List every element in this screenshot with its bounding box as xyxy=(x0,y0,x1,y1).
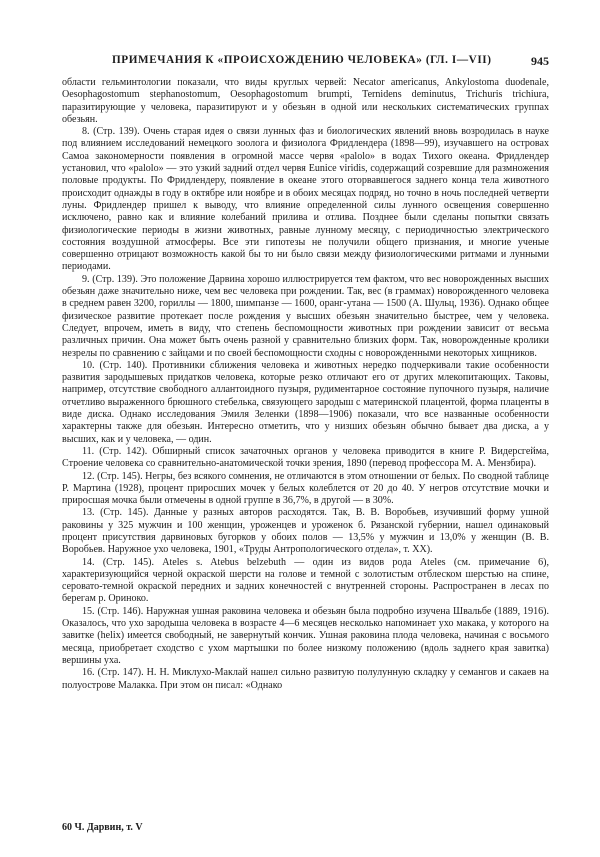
note-16: 16. (Стр. 147). Н. Н. Миклухо-Маклай нашел сильно развитую полулунную складку у семангов и сакаев на полуострове Малакка. При этом он писал: «Однако xyxy=(62,667,549,691)
note-9: 9. (Стр. 139). Это положение Дарвина хорошо иллюстрируется тем фактом, что вес новорожденных высших обезьян даже значительно ниже, чем вес человека при рождении. Так, вес (в граммах) новорожденного человека в среднем равен 3200, гориллы — 1800, шимпанзе — 1600, оранг-утана — 1500 (А. Шульц, 1936). Однако общее физическое развитие протекает после рождения у высших обезьян значительно быстрее, чем у человека. Следует, впрочем, иметь в виду, что степень беспомощности животных при рождении зависит от весьма различных причин. Она может быть очень разной у сравнительно близких форм. Так, новорожденные кролики незрелы по сравнению с зайцами и по своей беспомощности сходны с новорожденными некоторых хищников. xyxy=(62,273,549,359)
notes-body xyxy=(62,77,549,692)
header-title: ПРИМЕЧАНИЯ К «ПРОИСХОЖДЕНИЮ ЧЕЛОВЕКА» (ГЛ. I—VII) xyxy=(112,54,492,66)
note-14: 14. (Стр. 145). Ateles s. Atebus belzebuth — один из видов рода Ateles (см. примечание 6), характеризующийся черной окраской шерсти на голове и темной с золотистым отблеском шерстью на спине, серовато-темной окраской передних и задних конечностей с внутренней стороны. Распространен в лесах по берегам р. Ориноко. xyxy=(62,556,549,605)
signature-mark: 60 Ч. Дарвин, т. V xyxy=(62,822,143,833)
note-13: 13. (Стр. 145). Данные у разных авторов расходятся. Так, В. В. Воробьев, изучивший форму ушной раковины у 325 мужчин и 100 женщин, уроженцев и уроженок б. Рязанской губернии, нашел одинаковый процент присутствия дарвиновых бугорков у обоих полов — 13,5% у мужчин и 13,0% у женщин (В. В. Воробьев. Наружное ухо человека, 1901, «Труды Антропологического отдела», т. XX). xyxy=(62,507,549,556)
note-11: 11. (Стр. 142). Обширный список зачаточных органов у человека приводится в книге Р. Видерсгейма, Строение человека со сравнительно-анатомической точки зрения, 1890 (перевод профессора М. А. Мензбира). xyxy=(62,445,549,470)
note-paragraph-continuation: области гельминтологии показали, что виды круглых червей: Necator americanus, Ankylostoma duodenale, Oesophagostomum stephanostomum, Oesophagostomum brumpti, Ternidens deminutus, Trichuris trichiura, паразитирующие у человека, паразитируют и у обезьян в одной или нескольких систематических группах обезьян. xyxy=(62,77,549,125)
note-10: 10. (Стр. 140). Противники сближения человека и животных нередко подчеркивали такие особенности развития зародышевых придатков человека, которые резко отличают его от других млекопитающих. Таковы, например, отсутствие свободного аллантоидного пузыря, рудиментарное состояние пупочного пузыря, наличие отчетливо выраженного брюшного стебелька, связующего зародыш с материнской плацентой, форма плаценты в виде диска. Однако исследования Эмиля Зеленки (1898—1906) показали, что все названные особенности характерны также для обезьян. Интересно отметить, что у низших обезьян обычно бывает два диска, а у высших, как и у человека, — один. xyxy=(62,359,549,445)
note-8: 8. (Стр. 139). Очень старая идея о связи лунных фаз и биологических явлений вновь возродилась в науке под влиянием исследований немецкого зоолога и физиолога Фридлендера (1898—99), изучавшего на островах Самоа закономерности появления в огромной массе червя «palolo» в водах Тихого океана. Фридлендер установил, что «palolo» — это узкий задний отдел червя Eunice viridis, содержащий созревшие для размножения половые продукты. По Фридлендеру, появление в океане этого оторвавшегося заднего конца тела животного происходит однажды в году в октябре или ноябре и в обоих месяцах подряд, но точно в ночь последней четверти луны. Фридлендер пришел к выводу, что влияние определенной силы лунного освещения совершенно исключено, равно как и влияние колебаний прилива и отлива. Позднее были сделаны попытки связать физиологические периоды в жизни животных, равные лунному месяцу, с периодичностью электрического состояния воздушной атмосферы. Все эти гипотезы не получили общего признания, и многие ученые совершенно отрицают возможность какой бы то ни было связи между физиологическими ритмами и лунными периодами. xyxy=(62,126,549,273)
note-15: 15. (Стр. 146). Наружная ушная раковина человека и обезьян была подробно изучена Швальбе (1889, 1916). Оказалось, что ухо зародыша человека в возрасте 4—6 месяцев несколько напоминает ухо макака, у которого на завитке (helix) имеется свободный, не завернутый кончик. Ушная раковина плода человека, начиная с восьмого месяца, приобретает сходство с ухом мартышки по более низкому положению (вдоль заднего края завитка) вершины уха. xyxy=(62,605,549,666)
page-number: 945 xyxy=(531,54,549,68)
running-header xyxy=(62,54,549,70)
note-12: 12. (Стр. 145). Негры, без всякого сомнения, не отличаются в этом отношении от белых. По сводной таблице Р. Мартина (1928), процент приросших мочек у белых колеблется от 20 до 40. У негров отсутствие мочки и приросшая мочка были отмечены в одной группе в 36,7%, в другой — в 30%. xyxy=(62,470,549,507)
